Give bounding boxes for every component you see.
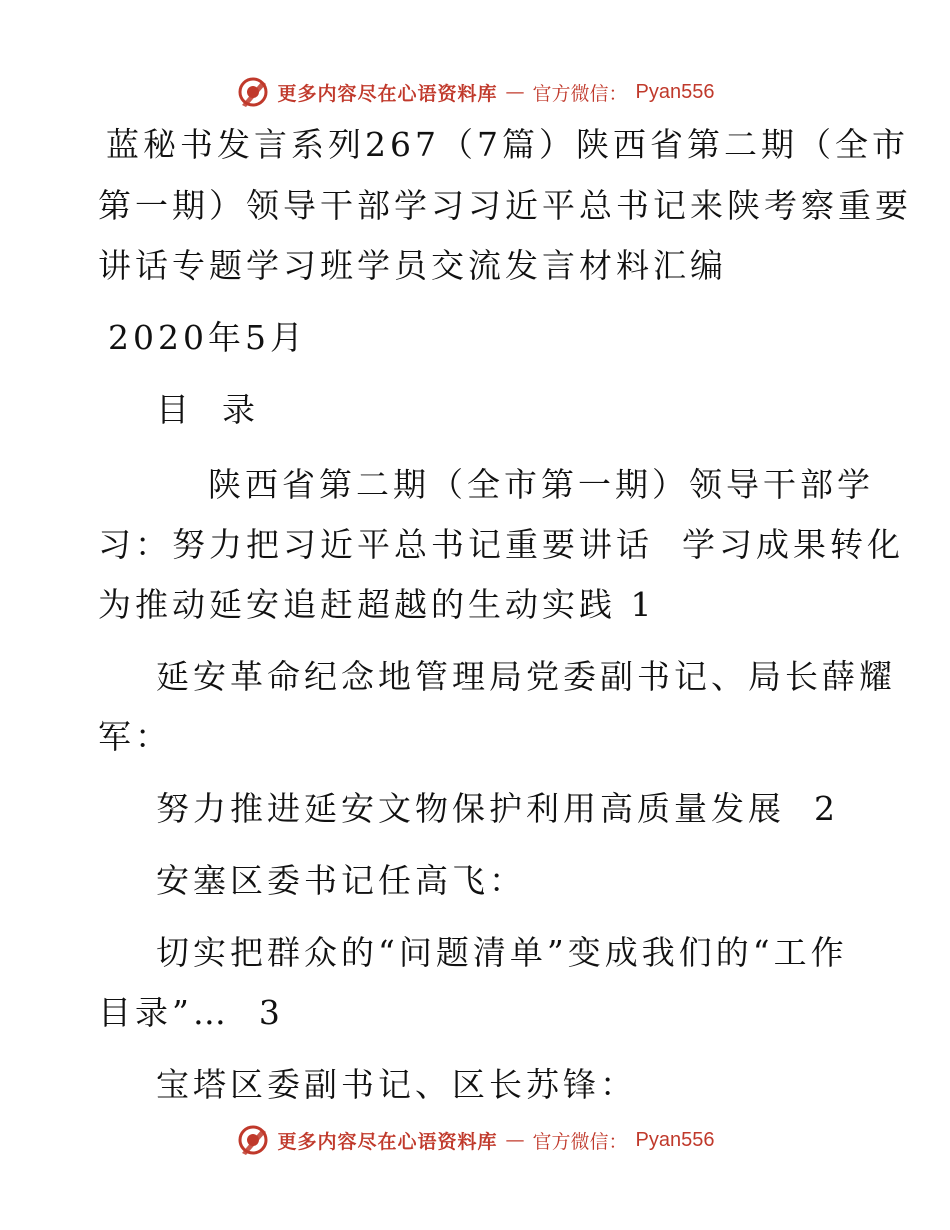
toc-heading: 目 录	[156, 390, 259, 429]
toc-entry-1-line-1: 陕西省第二期（全市第一期）领导干部学	[208, 465, 874, 504]
doc-title-line-3: 讲话专题学习班学员交流发言材料汇编	[98, 246, 727, 285]
banner-wechat-label: 官方微信：	[532, 1130, 628, 1153]
toc-entry-5-line-1: 切实把群众的“问题清单”变成我们的“工作	[156, 933, 848, 972]
toc-entry-1-line-2: 习：努力把习近平总书记重要讲话 学习成果转化	[98, 525, 904, 564]
banner-wechat-id: Pyan556	[635, 80, 715, 103]
banner-wechat-id: Pyan556	[635, 1128, 715, 1151]
pen-logo-icon	[236, 75, 270, 109]
footer-watermark-banner	[0, 1120, 950, 1160]
banner-dash: —	[505, 81, 525, 103]
header-watermark-banner	[0, 72, 950, 112]
doc-title-line-1: 蓝秘书发言系列267（7篇）陕西省第二期（全市	[106, 125, 909, 164]
doc-title-line-2: 第一期）领导干部学习习近平总书记来陕考察重要	[98, 186, 912, 225]
toc-entry-1-line-3: 为推动延安追赶超越的生动实践 1	[98, 585, 656, 624]
toc-entry-6-line-1: 宝塔区委副书记、区长苏锋：	[156, 1065, 637, 1104]
toc-entry-2-line-2: 军：	[98, 717, 172, 756]
banner-text: 更多内容尽在心语资料库	[277, 1130, 498, 1153]
toc-entry-3-line-1: 努力推进延安文物保护利用高质量发展 2	[156, 789, 839, 828]
toc-entry-4-line-1: 安塞区委书记任高飞：	[156, 861, 526, 900]
toc-entry-2-line-1: 延安革命纪念地管理局党委副书记、局长薛耀	[156, 657, 896, 696]
banner-dash: —	[505, 1129, 525, 1151]
banner-text: 更多内容尽在心语资料库	[277, 82, 498, 105]
pen-logo-icon	[236, 1123, 270, 1157]
doc-date: 2020年5月	[108, 318, 307, 357]
banner-wechat-label: 官方微信：	[532, 82, 628, 105]
toc-entry-5-line-2: 目录”… 3	[98, 993, 284, 1032]
